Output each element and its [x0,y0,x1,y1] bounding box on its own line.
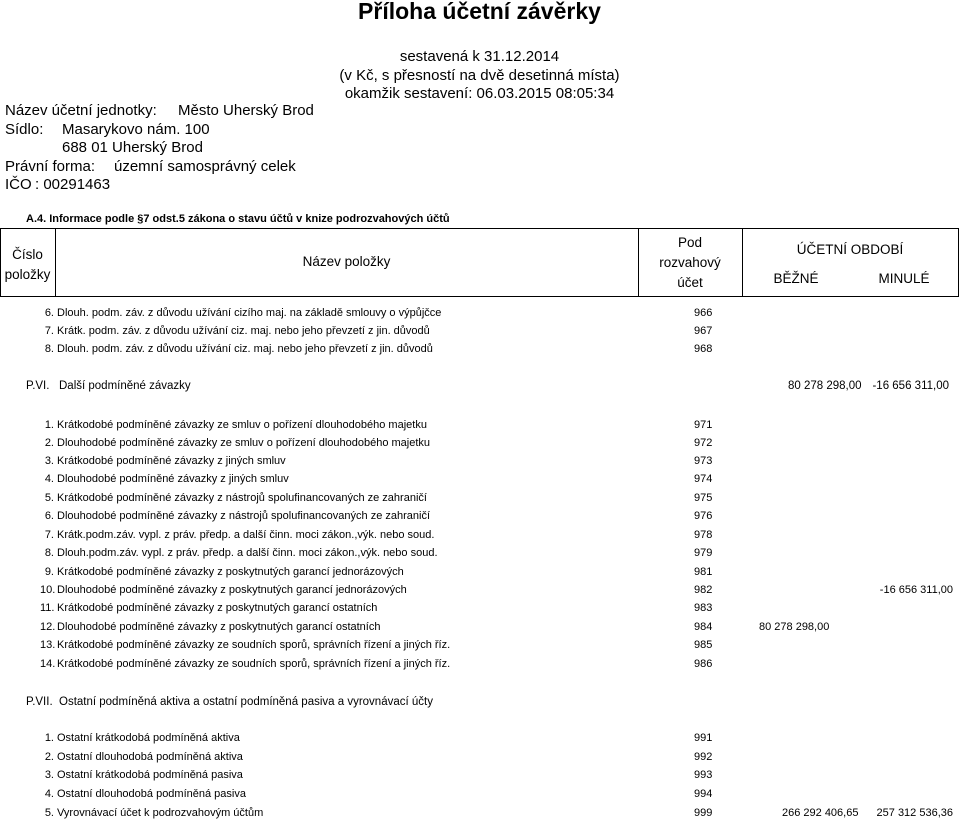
row-number: 8. [44,343,54,355]
table-row [0,342,959,360]
row-number: 3. [44,769,54,781]
row-number: 5. [44,492,54,504]
row-name: Dlouhodobé podmíněné závazky z poskytnutých garancí jednorázových [57,584,407,596]
row-name: Ostatní dlouhodobá podmíněná pasiva [57,788,246,800]
row-account: 973 [694,455,713,467]
table-row [0,787,959,805]
header-previous-period: MINULÉ [878,271,930,286]
row-number: 14. [40,658,56,670]
row-account: 999 [694,807,713,819]
table-row [0,418,959,436]
currency-note: (v Kč, s přesností na dvě desetinná místa) [339,67,620,84]
row-name: Krátkodobé podmíněné závazky z nástrojů spolufinancovaných ze zahraničí [57,492,427,504]
row-number: 6. [44,510,54,522]
row-name: Dlouh.podm.záv. vypl. z práv. předp. a další činn. moci zákon.,výk. nebo soud. [57,547,438,559]
entity-name-value: Město Uherský Brod [178,102,314,119]
entity-seat-label: Sídlo: [5,121,44,138]
row-account: 972 [694,437,713,449]
table-row [0,583,959,601]
row-account: 982 [694,584,713,596]
row-number: 3. [44,455,54,467]
row-account: 978 [694,529,713,541]
table-row [0,750,959,768]
header-account-line2: rozvahový [659,255,721,270]
category-code: P.VI. [26,380,50,392]
header-current-period: BĚŽNÉ [773,271,819,286]
entity-ico-value: : 00291463 [35,176,111,193]
compiled-date: sestavená k 31.12.2014 [399,48,560,65]
row-name: Krátkodobé podmíněné závazky z jiných smluv [57,455,286,467]
row-name: Ostatní dlouhodobá podmíněná aktiva [57,751,243,763]
category-code: P.VII. [26,696,53,708]
category-name: Ostatní podmíněná aktiva a ostatní podmíněná pasiva a vyrovnávací účty [59,696,433,708]
row-account: 991 [694,732,713,744]
row-number: 7. [44,325,54,337]
table-row [0,472,959,490]
row-name: Krátkodobé podmíněné závazky ze soudních sporů, správních řízení a jiných říz. [57,639,451,651]
row-name: Ostatní krátkodobá podmíněná pasiva [57,769,243,781]
row-account: 984 [694,621,713,633]
table-row [0,601,959,619]
entity-ico-label: IČO [5,176,32,193]
category-name: Další podmíněné závazky [59,380,191,392]
table-row [0,620,959,638]
row-number: 12. [40,621,56,633]
row-current-value: 80 278 298,00 [759,621,830,633]
table-row [0,528,959,546]
row-account: 967 [694,325,713,337]
row-name: Krátkodobé podmíněné závazky ze soudních sporů, správních řízení a jiných říz. [57,658,451,670]
row-account: 966 [694,307,713,319]
header-item-name: Název položky [302,254,391,269]
table-row [0,324,959,342]
header-item-number-line2: položky [4,267,51,282]
row-current-value: 266 292 406,65 [782,807,859,819]
row-number: 1. [44,419,54,431]
entity-form-value: územní samosprávný celek [114,158,296,175]
table-row [0,436,959,454]
row-name: Krátk. podm. záv. z důvodu užívání ciz. maj. nebo jeho převzetí z jin. důvodů [57,325,430,337]
table-row [0,306,959,324]
row-account: 986 [694,658,713,670]
row-account: 976 [694,510,713,522]
row-name: Krátkodobé podmíněné závazky z poskytnutých garancí jednorázových [57,566,404,578]
row-name: Vyrovnávací účet k podrozvahovým účtům [57,807,264,819]
row-name: Dlouh. podm. záv. z důvodu užívání cizího maj. na základě smlouvy o výpůjčce [57,307,442,319]
row-previous-value: 257 312 536,36 [876,807,953,819]
compiled-timestamp: okamžik sestavení: 06.03.2015 08:05:34 [344,85,615,102]
table-row [0,509,959,527]
row-account: 968 [694,343,713,355]
row-number: 11. [40,602,55,614]
entity-name-label: Název účetní jednotky: [5,102,157,119]
row-number: 5. [44,807,54,819]
header-item-number-line1: Číslo [12,247,43,262]
category-row-pvii [0,695,959,713]
row-account: 985 [694,639,713,651]
category-current: 80 278 298,00 [788,380,862,392]
table-row [0,546,959,564]
entity-seat-line2: 688 01 Uherský Brod [62,139,203,156]
row-account: 971 [694,419,713,431]
row-account: 974 [694,473,713,485]
row-number: 6. [44,307,54,319]
row-name: Dlouhodobé podmíněné závazky ze smluv o pořízení dlouhodobého majetku [57,437,431,449]
row-account: 975 [694,492,713,504]
document-title: Příloha účetní závěrky [358,0,601,24]
row-account: 992 [694,751,713,763]
row-number: 1. [44,732,54,744]
entity-seat-line1: Masarykovo nám. 100 [62,121,210,138]
category-previous: -16 656 311,00 [872,380,949,392]
row-account: 979 [694,547,713,559]
row-number: 2. [44,437,54,449]
table-row [0,565,959,583]
row-number: 9. [44,566,54,578]
table-row [0,491,959,509]
row-name: Dlouhodobé podmíněné závazky z jiných smluv [57,473,289,485]
row-number: 7. [44,529,54,541]
row-number: 8. [44,547,54,559]
row-previous-value: -16 656 311,00 [879,584,953,596]
header-account-line1: Pod [677,235,703,250]
table-row [0,657,959,675]
row-name: Krátkodobé podmíněné závazky ze smluv o pořízení dlouhodobého majetku [57,419,427,431]
table-row [0,638,959,656]
table-row [0,454,959,472]
table-row [0,768,959,786]
category-row-pvi [0,379,959,397]
table-row [0,731,959,749]
row-name: Krátk.podm.záv. vypl. z práv. předp. a další činn. moci zákon.,výk. nebo soud. [57,529,435,541]
row-number: 2. [44,751,54,763]
row-name: Dlouh. podm. záv. z důvodu užívání ciz. maj. nebo jeho převzetí z jin. důvodů [57,343,433,355]
row-name: Dlouhodobé podmíněné závazky z poskytnutých garancí ostatních [57,621,381,633]
row-name: Dlouhodobé podmíněné závazky z nástrojů spolufinancovaných ze zahraničí [57,510,431,522]
row-account: 983 [694,602,713,614]
header-accounting-period: ÚČETNÍ OBDOBÍ [796,242,904,257]
row-account: 981 [694,566,713,578]
section-a4-title: A.4. Informace podle §7 odst.5 zákona o stavu účtů v knize podrozvahových účtů [26,213,450,225]
row-number: 13. [40,639,56,651]
row-number: 10. [40,584,56,596]
row-number: 4. [44,788,54,800]
table-row [0,806,959,824]
row-name: Ostatní krátkodobá podmíněná aktiva [57,732,240,744]
row-account: 994 [694,788,713,800]
header-account-line3: účet [677,275,703,290]
entity-form-label: Právní forma: [5,158,96,175]
row-account: 993 [694,769,713,781]
row-number: 4. [44,473,54,485]
row-name: Krátkodobé podmíněné závazky z poskytnutých garancí ostatních [57,602,378,614]
